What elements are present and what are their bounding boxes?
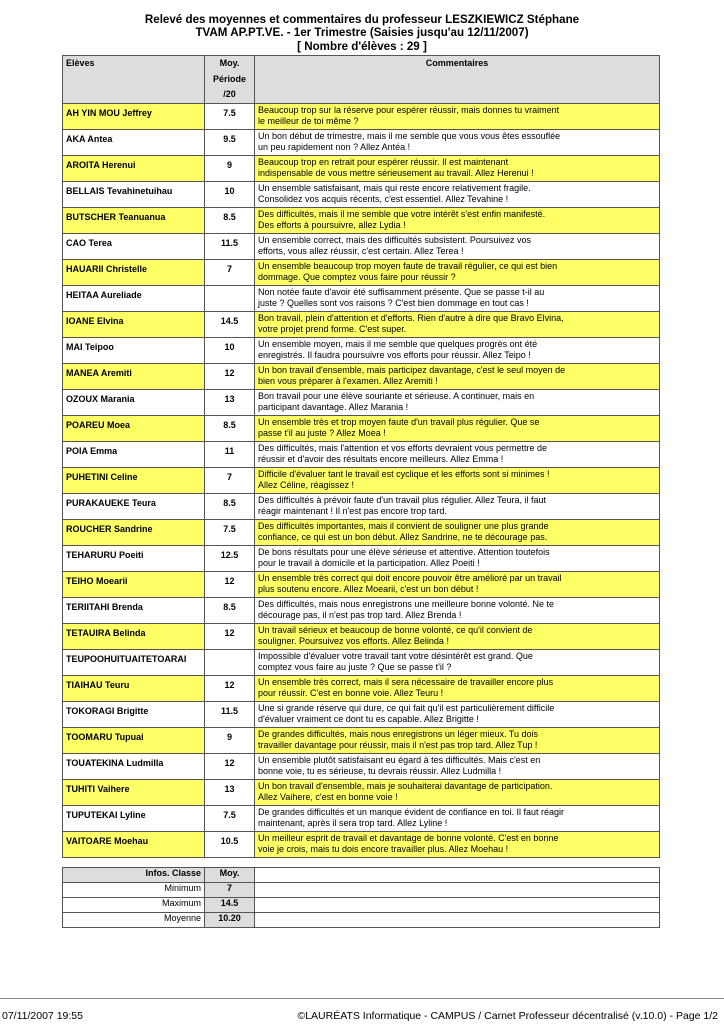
student-count: [ Nombre d'élèves : 29 ] xyxy=(297,40,427,53)
comment-line: Consolidez vos acquis récents, c'est essentiel. Allez Tevahine ! xyxy=(258,194,509,204)
table-row xyxy=(63,285,660,311)
student-name: TEIHO Moearii xyxy=(63,571,205,597)
report-subtitle: TVAM AP.PT.VE. - 1er Trimestre (Saisies jusqu'au 12/11/2007) xyxy=(195,26,529,39)
student-average: 12 xyxy=(205,675,255,701)
comment-line: bonne voie, tu es sérieuse, tu devrais réussir. Allez Ludmilla ! xyxy=(258,766,502,776)
student-name: TOUATEKINA Ludmilla xyxy=(63,753,205,779)
comment-line: Difficile d'évaluer tant le travail est cyclique et les efforts sont si minimes ! xyxy=(258,468,550,479)
student-name: AROITA Herenui xyxy=(63,155,205,181)
table-row xyxy=(63,337,660,363)
comment-line: confiance, ce qui est un bon début. Allez Sandrine, ne te décourage pas. xyxy=(258,532,548,542)
student-name: AKA Antea xyxy=(63,129,205,155)
student-comment xyxy=(255,623,660,649)
student-average: 12 xyxy=(205,571,255,597)
student-average xyxy=(205,649,255,675)
comment-line: Un ensemble satisfaisant, mais qui reste encore relativement fragile. xyxy=(258,182,531,193)
table-row xyxy=(63,779,660,805)
comment-line: réagir maintenant ! Il n'est pas encore trop tard. xyxy=(258,506,447,516)
stats-value: 14.5 xyxy=(205,897,255,912)
student-name: BELLAIS Tevahinetuihau xyxy=(63,181,205,207)
table-row xyxy=(63,311,660,337)
student-average: 12 xyxy=(205,753,255,779)
comment-line: Un ensemble très correct qui doit encore pouvoir être amélioré par un travail xyxy=(258,572,562,583)
comment-line: décourage pas, il n'est pas trop tard. Allez Brenda ! xyxy=(258,610,462,620)
table-row xyxy=(63,519,660,545)
stats-empty xyxy=(255,897,660,912)
student-average: 8.5 xyxy=(205,415,255,441)
comment-line: participant davantage. Allez Marania ! xyxy=(258,402,409,412)
student-comment xyxy=(255,389,660,415)
student-comment xyxy=(255,285,660,311)
comment-line: pour réussir. C'est en bonne voie. Allez Teuru ! xyxy=(258,688,444,698)
table-row xyxy=(63,415,660,441)
comment-line: Un ensemble moyen, mais il me semble que quelques progrès ont été xyxy=(258,338,538,349)
table-row xyxy=(63,571,660,597)
student-comment xyxy=(255,649,660,675)
table-row xyxy=(63,727,660,753)
comment-line: d'évaluer vraiment ce dont tu es capable. Allez Brigitte ! xyxy=(258,714,479,724)
comment-line: efforts, vous allez réussir, c'est certain. Allez Terea ! xyxy=(258,246,464,256)
comment-line: De bons résultats pour une élève sérieuse et attentive. Attention toutefois xyxy=(258,546,550,557)
student-name: TUHITI Vaihere xyxy=(63,779,205,805)
student-comment xyxy=(255,597,660,623)
student-name: TERIITAHI Brenda xyxy=(63,597,205,623)
comment-line: un peu rapidement non ? Allez Antéa ! xyxy=(258,142,411,152)
footer-divider xyxy=(0,998,724,999)
student-average: 11 xyxy=(205,441,255,467)
student-name: VAITOARE Moehau xyxy=(63,831,205,857)
student-comment xyxy=(255,129,660,155)
comment-line: le meilleur de toi même ? xyxy=(258,116,359,126)
student-average: 8.5 xyxy=(205,207,255,233)
stats-label: Minimum xyxy=(63,882,205,897)
spacer-cell xyxy=(63,857,660,867)
student-average: 13 xyxy=(205,389,255,415)
footer-date: 07/11/2007 19:55 xyxy=(2,1010,83,1022)
comment-line: Un bon travail d'ensemble, mais participez davantage, c'est le seul moyen de xyxy=(258,364,566,375)
student-average: 12 xyxy=(205,363,255,389)
student-comment xyxy=(255,831,660,857)
footer-copyright: ©LAURÉATS Informatique - CAMPUS / Carnet Professeur décentralisé (v.10.0) - Page 1/2 xyxy=(297,1010,718,1022)
student-average: 8.5 xyxy=(205,493,255,519)
student-average: 13 xyxy=(205,779,255,805)
comment-line: dommage. Que comptez vous faire pour réussir ? xyxy=(258,272,456,282)
table-row xyxy=(63,441,660,467)
header-moy-line3: /20 xyxy=(223,89,236,99)
student-name: TEUPOOHUITUAITETOARAI xyxy=(63,649,205,675)
table-row xyxy=(63,753,660,779)
report-title: Relevé des moyennes et commentaires du professeur LESZKIEWICZ Stéphane xyxy=(144,13,580,26)
student-comment xyxy=(255,363,660,389)
stats-minimum xyxy=(63,882,660,897)
student-comment xyxy=(255,181,660,207)
comment-line: Un meilleur esprit de travail et davantage de bonne volonté. C'est en bonne xyxy=(258,832,559,843)
student-average: 7.5 xyxy=(205,103,255,129)
student-comment xyxy=(255,207,660,233)
student-name: TETAUIRA Belinda xyxy=(63,623,205,649)
stats-maximum xyxy=(63,897,660,912)
student-name: OZOUX Marania xyxy=(63,389,205,415)
student-average: 7.5 xyxy=(205,805,255,831)
student-name: MANEA Aremiti xyxy=(63,363,205,389)
student-name: TEHARURU Poeiti xyxy=(63,545,205,571)
comment-line: Un ensemble très et trop moyen faute d'un travail plus régulier. Que se xyxy=(258,416,540,427)
comment-line: réussir et d'avoir des résultats encore meilleurs. Allez Emma ! xyxy=(258,454,504,464)
student-name: PURAKAUEKE Teura xyxy=(63,493,205,519)
student-comment xyxy=(255,311,660,337)
table-row xyxy=(63,623,660,649)
stats-moyenne xyxy=(63,912,660,927)
comment-line: souligner. Poursuivez vos efforts. Allez Belinda ! xyxy=(258,636,449,646)
comment-line: pour le travail à domicile et la participation. Allez Poeiti ! xyxy=(258,558,480,568)
student-comment xyxy=(255,415,660,441)
student-average: 8.5 xyxy=(205,597,255,623)
comment-line: indispensable de vous mettre sérieusement au travail. Allez Herenui ! xyxy=(258,168,534,178)
stats-value: 7 xyxy=(205,882,255,897)
student-comment xyxy=(255,467,660,493)
comment-line: Des difficultés importantes, mais il convient de souligner une plus grande xyxy=(258,520,549,531)
grades-table xyxy=(62,55,660,928)
table-row xyxy=(63,467,660,493)
student-name: ROUCHER Sandrine xyxy=(63,519,205,545)
student-average: 9 xyxy=(205,155,255,181)
table-row xyxy=(63,233,660,259)
table-row xyxy=(63,701,660,727)
student-name: IOANE Elvina xyxy=(63,311,205,337)
table-row xyxy=(63,597,660,623)
comment-line: Beaucoup trop sur la réserve pour espérer réussir, mais donnes tu vraiment xyxy=(258,104,560,115)
comment-line: Des difficultés, mais il me semble que votre intérêt s'est enfin manifesté. xyxy=(258,208,546,219)
stats-empty xyxy=(255,867,660,882)
comment-line: bien vous préparer à l'examen. Allez Aremiti ! xyxy=(258,376,438,386)
student-name: HEITAA Aureliade xyxy=(63,285,205,311)
student-comment xyxy=(255,493,660,519)
student-comment xyxy=(255,337,660,363)
stats-header xyxy=(63,867,660,882)
table-row xyxy=(63,389,660,415)
student-name: CAO Terea xyxy=(63,233,205,259)
student-average xyxy=(205,285,255,311)
header-moy-line2: Période xyxy=(212,73,246,84)
stats-value: Moy. xyxy=(205,867,255,882)
student-comment xyxy=(255,441,660,467)
student-comment xyxy=(255,155,660,181)
comment-line: Un ensemble beaucoup trop moyen faute de travail régulier, ce qui est bien xyxy=(258,260,558,271)
table-row xyxy=(63,493,660,519)
student-average: 10.5 xyxy=(205,831,255,857)
student-average: 9.5 xyxy=(205,129,255,155)
stats-label: Maximum xyxy=(63,897,205,912)
comment-line: travailler davantage pour réussir, mais il n'est pas trop tard. Allez Tup ! xyxy=(258,740,538,750)
table-row xyxy=(63,805,660,831)
student-average: 7 xyxy=(205,467,255,493)
stats-label: Infos. Classe xyxy=(63,867,205,882)
comment-line: comptez vous faire au juste ? Que se passe t'il ? xyxy=(258,662,452,672)
student-average: 11.5 xyxy=(205,233,255,259)
table-row xyxy=(63,259,660,285)
student-average: 11.5 xyxy=(205,701,255,727)
comment-line: Des difficultés, mais nous enregistrons une meilleure bonne volonté. Ne te xyxy=(258,598,554,609)
header-eleves: Elèves xyxy=(63,56,205,104)
table-row xyxy=(63,103,660,129)
comment-line: Non notée faute d'avoir été suffisamment présente. Que se passe t-il au xyxy=(258,286,545,297)
comment-line: Un travail sérieux et beaucoup de bonne volonté, ce qu'il convient de xyxy=(258,624,533,635)
table-row xyxy=(63,831,660,857)
stats-empty xyxy=(255,882,660,897)
table-row xyxy=(63,207,660,233)
student-average: 10 xyxy=(205,181,255,207)
comment-line: Un ensemble très correct, mais il sera nécessaire de travailler encore plus xyxy=(258,676,554,687)
student-average: 7.5 xyxy=(205,519,255,545)
student-comment xyxy=(255,103,660,129)
student-average: 10 xyxy=(205,337,255,363)
student-comment xyxy=(255,727,660,753)
student-average: 12.5 xyxy=(205,545,255,571)
comment-line: Des difficultés, mais l'attention et vos efforts devraient vous permettre de xyxy=(258,442,548,453)
stats-label: Moyenne xyxy=(63,912,205,927)
student-name: HAUARII Christelle xyxy=(63,259,205,285)
comment-line: plus soutenu encore. Allez Moearii, c'est un bon début ! xyxy=(258,584,479,594)
student-comment xyxy=(255,259,660,285)
table-row xyxy=(63,129,660,155)
table-row xyxy=(63,155,660,181)
comment-line: Allez Vaihere, c'est en bonne voie ! xyxy=(258,792,398,802)
comment-line: passe t'il au juste ? Allez Moea ! xyxy=(258,428,386,438)
header-commentaires: Commentaires xyxy=(255,56,660,104)
student-comment xyxy=(255,571,660,597)
table-row xyxy=(63,363,660,389)
header-moyenne xyxy=(205,56,255,104)
student-average: 7 xyxy=(205,259,255,285)
student-name: AH YIN MOU Jeffrey xyxy=(63,103,205,129)
student-name: BUTSCHER Teanuanua xyxy=(63,207,205,233)
comment-line: votre projet prend forme. C'est super. xyxy=(258,324,407,334)
stats-empty xyxy=(255,912,660,927)
comment-line: maintenant, après il sera trop tard. Allez Lyline ! xyxy=(258,818,448,828)
student-comment xyxy=(255,545,660,571)
comment-line: Des efforts à poursuivre, allez Lydia ! xyxy=(258,220,406,230)
comment-line: De grandes difficultés, mais nous enregistrons un léger mieux. Tu dois xyxy=(258,728,538,739)
comment-line: Allez Céline, réagissez ! xyxy=(258,480,355,490)
spacer-row xyxy=(63,857,660,867)
student-name: PUHETINI Celine xyxy=(63,467,205,493)
table-row xyxy=(63,181,660,207)
comment-line: Un ensemble correct, mais des difficultés subsistent. Poursuivez vos xyxy=(258,234,531,245)
student-comment xyxy=(255,675,660,701)
comment-line: juste ? Quelles sont vos raisons ? C'est bien dommage en tout cas ! xyxy=(258,298,529,308)
comment-line: Bon travail, plein d'attention et d'efforts. Rien d'autre à dire que Bravo Elvina, xyxy=(258,312,564,323)
table-header xyxy=(63,56,660,104)
student-average: 12 xyxy=(205,623,255,649)
comment-line: Un bon travail d'ensemble, mais je souhaiterai davantage de participation. xyxy=(258,780,553,791)
student-comment xyxy=(255,779,660,805)
header-moy-line1: Moy. xyxy=(219,58,240,68)
student-comment xyxy=(255,233,660,259)
student-name: TOKORAGI Brigitte xyxy=(63,701,205,727)
comment-line: Impossible d'évaluer votre travail tant votre désintérêt est grand. Que xyxy=(258,650,533,661)
student-name: TOOMARU Tupuai xyxy=(63,727,205,753)
student-name: TUPUTEKAI Lyline xyxy=(63,805,205,831)
table-row xyxy=(63,675,660,701)
comment-line: Un bon début de trimestre, mais il me semble que vous vous êtes essouflée xyxy=(258,130,561,141)
stats-value: 10.20 xyxy=(205,912,255,927)
comment-line: Un ensemble plutôt satisfaisant eu égard à tes difficultés. Mais c'est en xyxy=(258,754,541,765)
comment-line: voie je crois, mais tu dois encore travailler plus. Allez Moehau ! xyxy=(258,844,509,854)
comment-line: enregistrés. Il faudra poursuivre vos efforts pour réussir. Allez Teipo ! xyxy=(258,350,531,360)
comment-line: Une si grande réserve qui dure, ce qui fait qu'il est particulièrement difficile xyxy=(258,702,555,713)
comment-line: De grandes difficultés et un manque évident de confiance en toi. Il faut réagir xyxy=(258,806,565,817)
table-row xyxy=(63,649,660,675)
comment-line: Des difficultés à prévoir faute d'un travail plus régulier. Allez Teura, il faut xyxy=(258,494,547,505)
student-name: MAI Teipoo xyxy=(63,337,205,363)
student-comment xyxy=(255,805,660,831)
student-average: 14.5 xyxy=(205,311,255,337)
student-comment xyxy=(255,519,660,545)
student-average: 9 xyxy=(205,727,255,753)
student-name: POAREU Moea xyxy=(63,415,205,441)
table-row xyxy=(63,545,660,571)
student-name: TIAIHAU Teuru xyxy=(63,675,205,701)
student-comment xyxy=(255,701,660,727)
comment-line: Bon travail pour une élève souriante et sérieuse. A continuer, mais en xyxy=(258,390,535,401)
student-comment xyxy=(255,753,660,779)
comment-line: Beaucoup trop en retrait pour espérer réussir. Il est maintenant xyxy=(258,156,509,167)
student-name: POIA Emma xyxy=(63,441,205,467)
